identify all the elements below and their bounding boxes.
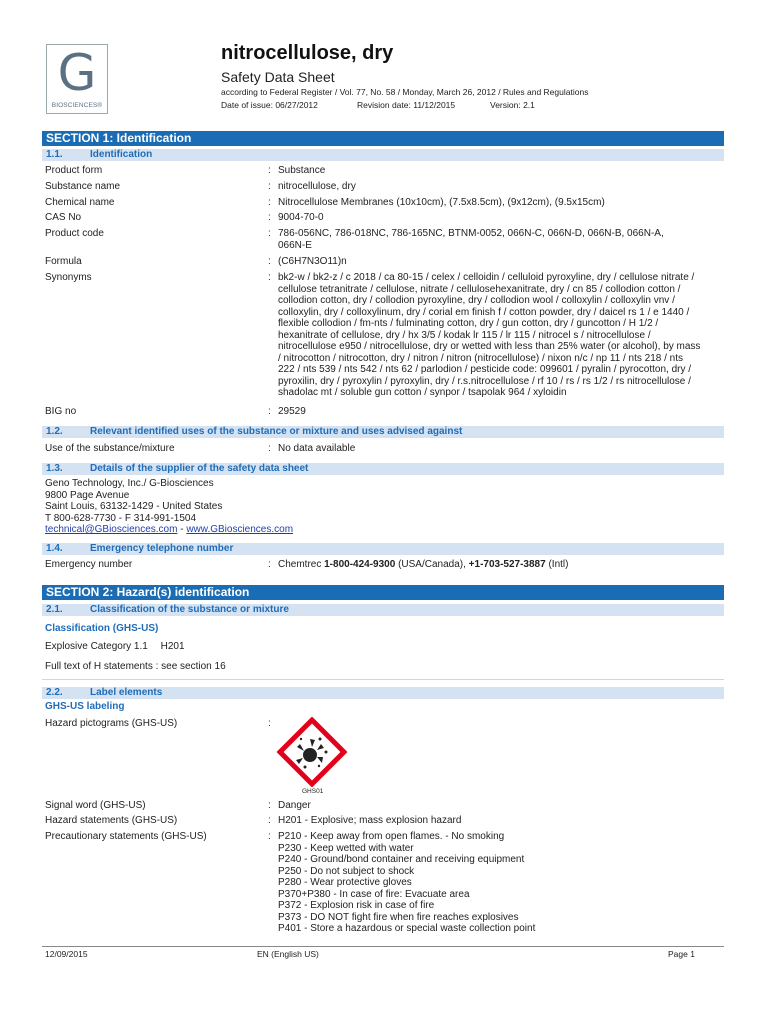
precautionary-line: P210 - Keep away from open flames. - No smoking <box>278 831 505 842</box>
colon: : <box>268 197 271 208</box>
supplier-street: 9800 Page Avenue <box>45 489 130 501</box>
hazard-statements-value: H201 - Explosive; mass explosion hazard <box>278 815 462 826</box>
regulation-reference: according to Federal Register / Vol. 77, No. 58 / Monday, March 26, 2012 / Rules and Regulations <box>221 87 589 97</box>
precautionary-line: P372 - Explosion risk in case of fire <box>278 900 435 911</box>
ghs01-explosive-pictogram <box>277 717 347 787</box>
substance-name-label: Substance name <box>45 181 121 192</box>
emergency-intl-number: +1-703-527-3887 <box>468 559 546 570</box>
supplier-name: Geno Technology, Inc./ G-Biosciences <box>45 478 214 489</box>
use-label: Use of the substance/mixture <box>45 443 175 454</box>
pictogram-caption: GHS01 <box>302 788 324 795</box>
logo-text: BIOSCIENCES® <box>51 102 103 109</box>
product-code-value <box>278 228 664 251</box>
classification-category <box>45 641 185 652</box>
colon: : <box>268 228 271 239</box>
product-code-line: 066N-E <box>278 239 312 251</box>
labeling-heading: GHS-US labeling <box>45 701 125 712</box>
synonyms-line: flexible collodion / fm-nts / fulminating cotton, dry / gun cotton, dry / guncotton / H 1/2 / <box>278 318 659 329</box>
emergency-value <box>278 559 568 571</box>
emergency-us-suffix: (USA/Canada), <box>395 559 469 570</box>
subsection-1-3-header <box>42 463 724 475</box>
colon: : <box>268 272 271 283</box>
chemical-name-value: Nitrocellulose Membranes (10x10cm), (7.5x8.5cm), (9x12cm), (9.5x15cm) <box>278 197 605 208</box>
revision-date: Revision date: 11/12/2015 <box>357 100 456 110</box>
subsection-number: 1.3. <box>46 463 63 474</box>
classification-heading: Classification (GHS-US) <box>45 623 159 634</box>
subsection-number: 1.4. <box>46 543 63 554</box>
explosion-icon <box>277 717 347 787</box>
supplier-block <box>45 478 293 536</box>
colon: : <box>268 800 271 811</box>
footer-language: EN (English US) <box>257 949 319 959</box>
supplier-city: Saint Louis, 63132-1429 - United States <box>45 501 223 512</box>
colon: : <box>268 815 271 826</box>
subsection-title: Label elements <box>90 687 163 698</box>
subsection-1-4-header <box>42 543 724 555</box>
use-value: No data available <box>278 443 356 454</box>
document-title: nitrocellulose, dry <box>221 42 394 64</box>
subsection-number: 1.2. <box>46 426 63 437</box>
section-2-header: SECTION 2: Hazard(s) identification <box>42 585 724 600</box>
subsection-2-1-header <box>42 604 724 616</box>
big-no-value: 29529 <box>278 406 306 417</box>
subsection-number: 2.1. <box>46 604 63 615</box>
supplier-contacts <box>45 524 293 536</box>
synonyms-line: cellulose tetranitrate / cellulose, nitrate / cellulosehexanitrate, dry / cn 85 / collodion cotton / <box>278 283 681 295</box>
synonyms-line: shadolac mt / soluble gun cotton / synpor / tsapolak 964 / xyloidin <box>278 387 567 398</box>
full-text-note: Full text of H statements : see section 16 <box>45 661 226 672</box>
synonyms-line: colloxylin, dry / colloxylinum, dry / corial em finish f / cotton powder, dry / daicel rs 1 / e 1440 / <box>278 306 690 318</box>
supplier-phone: T 800-628-7730 - F 314-991-1504 <box>45 512 197 524</box>
colon: : <box>268 559 271 570</box>
emergency-label: Emergency number <box>45 559 133 570</box>
synonyms-line: pyroxilin, dry / pyroxylin / pyroxylin, dry / r.s.nitrocellulose / rf 10 / rs / rs 1/2 / rs nitrocellulose / <box>278 375 691 387</box>
footer-date: 12/09/2015 <box>45 949 88 959</box>
colon: : <box>268 831 271 842</box>
footer-page: Page 1 <box>668 949 695 959</box>
pictograms-label: Hazard pictograms (GHS-US) <box>45 718 178 729</box>
subsection-title: Details of the supplier of the safety data sheet <box>90 463 309 474</box>
synonyms-line: nitrocellulose e950 / nitrocellulose, dry or wetted with less than 25% water (or alcohol), by mass <box>278 341 701 352</box>
product-code-line: 786-056NC, 786-018NC, 786-165NC, BTNM-0052, 066N-C, 066N-D, 066N-B, 066N-A, <box>278 228 664 239</box>
h-code: H201 <box>160 641 185 652</box>
synonyms-line: bk2-w / bk2-z / c 2018 / ca 80-15 / celex / celloidin / celluloid pyroxyline, dry / cellulose nitrate / <box>278 272 695 283</box>
cas-no-value: 9004-70-0 <box>278 212 324 223</box>
precautionary-line: P230 - Keep wetted with water <box>278 842 414 854</box>
precautionary-line: P401 - Store a hazardous or special waste collection point <box>278 923 536 934</box>
product-form-label: Product form <box>45 165 103 176</box>
chemical-name-label: Chemical name <box>45 197 115 208</box>
colon: : <box>268 165 271 176</box>
signal-word-value: Danger <box>278 800 311 811</box>
hazard-statements-label: Hazard statements (GHS-US) <box>45 815 178 826</box>
emergency-us-number: 1-800-424-9300 <box>324 559 396 570</box>
precautionary-line: P373 - DO NOT fight fire when fire reaches explosives <box>278 911 519 923</box>
precautionary-statements-label: Precautionary statements (GHS-US) <box>45 831 207 842</box>
subsection-title: Identification <box>90 149 153 160</box>
gbiosciences-logo <box>46 44 108 114</box>
colon: : <box>268 256 271 267</box>
email-link[interactable]: technical@GBiosciences.com <box>45 524 178 535</box>
subsection-title: Emergency telephone number <box>90 543 234 554</box>
substance-name-value: nitrocellulose, dry <box>278 181 356 192</box>
product-code-label: Product code <box>45 228 104 239</box>
colon: : <box>268 212 271 223</box>
product-form-value: Substance <box>278 165 326 176</box>
colon: : <box>268 443 271 454</box>
category-text: Explosive Category 1.1 <box>45 641 148 652</box>
colon: : <box>268 718 271 729</box>
footer-divider <box>42 946 724 947</box>
synonyms-value <box>278 272 700 399</box>
colon: : <box>268 406 271 417</box>
document-subtitle: Safety Data Sheet <box>221 69 335 85</box>
precautionary-line: P370+P380 - In case of fire: Evacuate area <box>278 888 470 900</box>
emergency-intl-suffix: (Intl) <box>545 559 569 570</box>
website-link[interactable]: www.GBiosciences.com <box>186 524 294 535</box>
synonyms-line: / nitrocotton / nitrocotton, dry / nitron / nitron (nitrocellulose) / nixon n/c / np 11 / nts 218 / nts <box>278 352 684 364</box>
logo-letter: G <box>57 44 97 102</box>
subsection-number: 2.2. <box>46 687 63 698</box>
subsection-2-2-header <box>42 687 724 699</box>
signal-word-label: Signal word (GHS-US) <box>45 800 146 811</box>
subsection-title: Relevant identified uses of the substance or mixture and uses advised against <box>90 426 463 437</box>
big-no-label: BIG no <box>45 406 77 417</box>
synonyms-line: collodion cotton, dry / collodion pyroxyline, dry / collodion wool / colloxylin / colloxylin vnv / <box>278 295 675 306</box>
colon: : <box>268 181 271 192</box>
synonyms-line: hexanitrate of cellulose, dry / hx 3/5 / kodak lr 115 / lr 115 / nitrocel s / nitrocellulose / <box>278 329 651 341</box>
version: Version: 2.1 <box>490 100 535 110</box>
subsection-title: Classification of the substance or mixture <box>90 604 289 615</box>
precautionary-line: P240 - Ground/bond container and receiving equipment <box>278 854 525 865</box>
synonyms-label: Synonyms <box>45 272 92 283</box>
subsection-1-1-header <box>42 149 724 161</box>
section-1-header: SECTION 1: Identification <box>42 131 724 146</box>
emergency-prefix: Chemtrec <box>278 559 325 570</box>
precautionary-line: P250 - Do not subject to shock <box>278 865 415 877</box>
precautionary-line: P280 - Wear protective gloves <box>278 877 412 888</box>
issue-date: Date of issue: 06/27/2012 <box>221 100 318 110</box>
subsection-1-2-header <box>42 426 724 438</box>
cas-no-label: CAS No <box>45 212 82 223</box>
subsection-number: 1.1. <box>46 149 63 160</box>
precautionary-statements-value <box>278 831 535 935</box>
contact-separator: - <box>177 524 187 535</box>
divider <box>42 679 724 680</box>
formula-label: Formula <box>45 256 82 267</box>
synonyms-line: 222 / nts 539 / nts 542 / nts 62 / parlodion / pesticide code: 099601 / pyralin / pyrocotton, dry / <box>278 364 692 375</box>
formula-value: (C6H7N3O11)n <box>278 256 347 267</box>
